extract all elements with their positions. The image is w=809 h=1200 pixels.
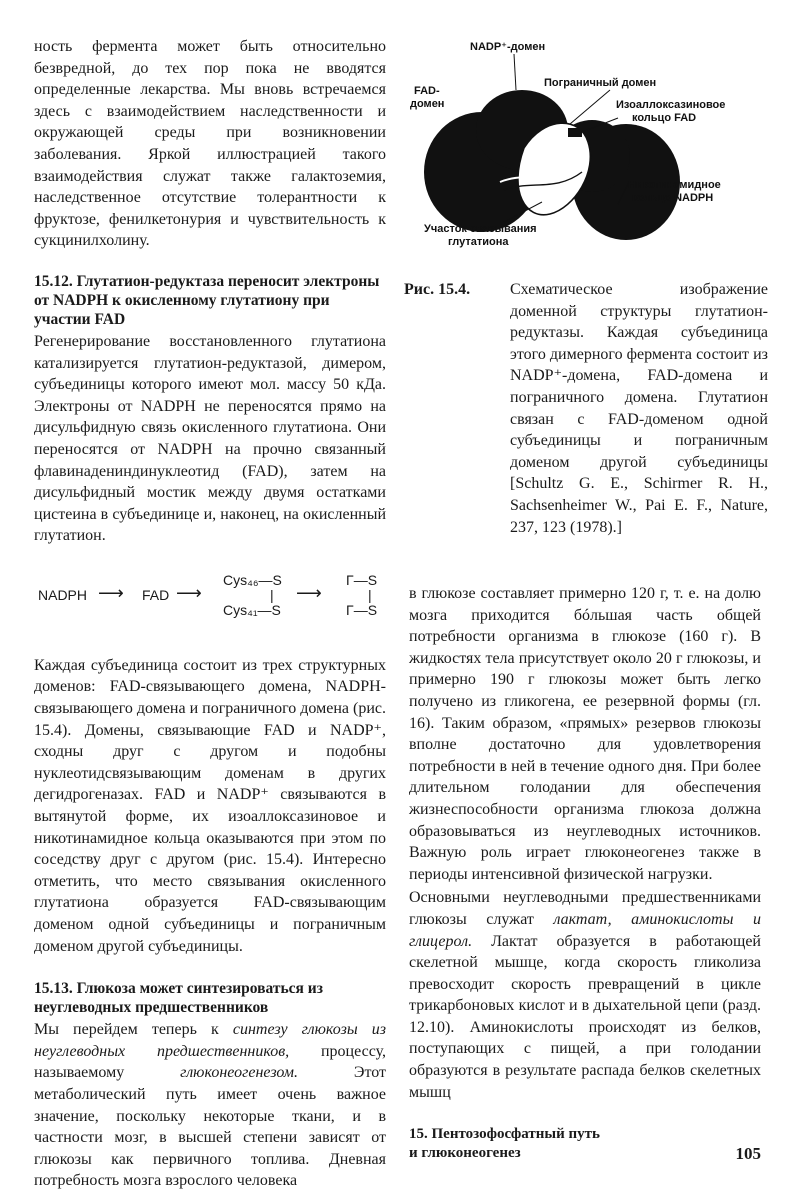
right-column: [409, 583, 761, 1103]
label-nicotinamide-1: Никотинамидное: [628, 179, 721, 191]
eq-arrow-1: ⟶: [98, 582, 124, 603]
eq-arrow-2: ⟶: [176, 582, 202, 603]
eq-fad: FAD: [142, 586, 170, 603]
left-column: [34, 36, 386, 1192]
label-glutathione-site-1: Участок связывания: [424, 223, 537, 235]
eq-cys46: Cys₄₆—S: [223, 571, 282, 588]
label-nicotinamide-2: кольцо NADPH: [632, 192, 714, 204]
label-isoalloxazine-1: Изоаллоксазиновое: [616, 99, 726, 111]
intro-paragraph: ность фермента может быть относительно безвредной, до тех пор пока не вводятся определенные лекарства. Мы вновь встречаемся здесь с взаимодействием наследственности и окружающей среды при возникновении заболевания. Яркой иллюстрацией такого взаимодействия служат также галактоземия, наследственное отсутствие толерантности к фруктозе, фенилкетонурия и чувствительность к сукцинилхолину.: [34, 38, 386, 250]
footer-chapter-line-2: и глюконеогенез: [409, 1145, 521, 1161]
eq-arrow-3: ⟶: [296, 582, 322, 603]
eq-nadph: NADPH: [38, 586, 88, 603]
section-15-12-title: 15.12. Глутатион-редуктаза переносит электроны от NADPH к окисленному глутатиону при участии FAD: [34, 272, 380, 328]
right-paragraph-2: Основными неуглеводными предшественниками глюкозы служат лактат, аминокислоты и глицерол. Лактат образуется в работающей скелетной мышце, когда скорость гликолиза превосходит скорость превращений в цикле трикарбоновых кислот и в дыхательной цепи (разд. 12.10). Аминокислоты происходят из белков, поступающих с пищей, а при голодании образуются в результате распада белков скелетных мышц: [409, 889, 761, 1101]
running-footer: [409, 1125, 761, 1163]
page-number: 105: [735, 1144, 761, 1163]
caption-label: Рис. 15.4.: [404, 281, 471, 298]
section-15-13-paragraph-1: Мы перейдем теперь к синтезу глюкозы из неуглеводных предшественников, процессу, называемому глюконеогенезом. Этот метаболический путь имеет очень важное значение, поскольку некоторые ткани, и в частности мозг, в высшей степени зависят от глюкозы как первичного топлива. Дневная потребность мозга взрослого человека: [34, 1021, 387, 1190]
eq-bar-2: |: [368, 586, 372, 603]
leader-border: [570, 90, 610, 124]
caption-text: Схематическое изображение доменной структуры глутатион-редуктазы. Каждая субъединица этого димерного фермента состоит из NADP⁺-домена, FAD-домена и пограничного домена. Глутатион связан с FAD-доменом одной субъединицы и пограничным доменом другой субъединицы [Schultz G. E., Schirmer R. H., Sachsenheimer W., Pai E. F., Nature, 237, 123 (1978).]: [510, 281, 768, 536]
label-glutathione-site-2: глутатиона: [448, 236, 509, 248]
section-15-12-paragraph-1: Регенерирование восстановленного глутатиона катализируется глутатион-редуктазой, димером, субъединицы которого имеют мол. массу 50 кДа. Электроны от NADPH не переносятся прямо на дисульфидную связь окисленного глутатиона. Они переносятся от NADPH на прочно связанный флавинадениндинуклеотид (FAD), затем на дисульфидный мостик между двумя остатками цистеина в субъединице и, наконец, на окисленный глутатион.: [34, 332, 386, 545]
label-nadp-domain: NADP⁺-домен: [470, 41, 546, 53]
figure-15-4: [404, 32, 776, 538]
right-paragraph-1: в глюкозе составляет примерно 120 г, т. е. на долю мозга приходится бóльшая часть общей потребности организма в глюкозе (160 г). В жидкостях тела присутствует около 20 г глюкозы, и примерно 190 г глюкозы может быть легко получено из гликогена, ее резервной формы (гл. 16). Таким образом, «прямых» резервов глюкозы вполне достаточно для удовлетворения потребности в ней в течение одного дня. При более длительном голодании для обеспечения жизнеспособности организма глюкоза должна образовываться из неуглеводных источников. Важную роль играет глюконеогенез также в периоды интенсивной физической нагрузки.: [409, 585, 761, 883]
eq-glutathione-top: Γ—S: [346, 571, 378, 588]
figure-caption: [404, 279, 776, 538]
label-fad-domain-1: FAD-: [414, 85, 440, 97]
electron-transfer-equation: [38, 569, 386, 629]
eq-bar-1: |: [270, 586, 274, 603]
section-15-13-title: 15.13. Глюкоза может синтезироваться из неуглеводных предшественников: [34, 980, 323, 1017]
label-isoalloxazine-2: кольцо FAD: [632, 112, 697, 124]
label-border-domain: Пограничный домен: [544, 77, 657, 89]
italic-term: глюконеогенезом.: [180, 1064, 298, 1082]
glutathione-reductase-diagram: [404, 32, 776, 264]
footer-chapter-line-1: 15. Пентозофосфатный путь: [409, 1126, 600, 1142]
isoalloxazine-ring-block: [568, 128, 582, 137]
leader-nadp: [514, 54, 516, 90]
eq-glutathione-bottom: Γ—S: [346, 601, 378, 618]
label-fad-domain-2: домен: [410, 98, 445, 110]
italic-precursors: лактат, аминокислоты и глицерол.: [409, 910, 761, 950]
eq-cys41: Cys₄₁—S: [223, 601, 281, 618]
italic-term: синтезу глюкозы из неуглеводных предшественников,: [34, 1021, 387, 1060]
section-15-12-paragraph-2: Каждая субъединица состоит из трех структурных доменов: FAD-связывающего домена, NADPH-связывающего домена и пограничного домена (рис. 15.4). Домены, связывающие FAD и NADP⁺, сходны друг с другом и подобны нуклеотидсвязывающим доменам в других дегидрогеназах. FAD и NADP⁺ связываются в вытянутой форме, их изоаллоксазиновое и никотинамидное кольца оказываются при этом по соседству друг с другом (рис. 15.4). Интересно отметить, что место связывания окисленного глутатиона образуется FAD-связывающим доменом одной субъединицы и пограничным доменом другой субъединицы.: [34, 656, 386, 955]
